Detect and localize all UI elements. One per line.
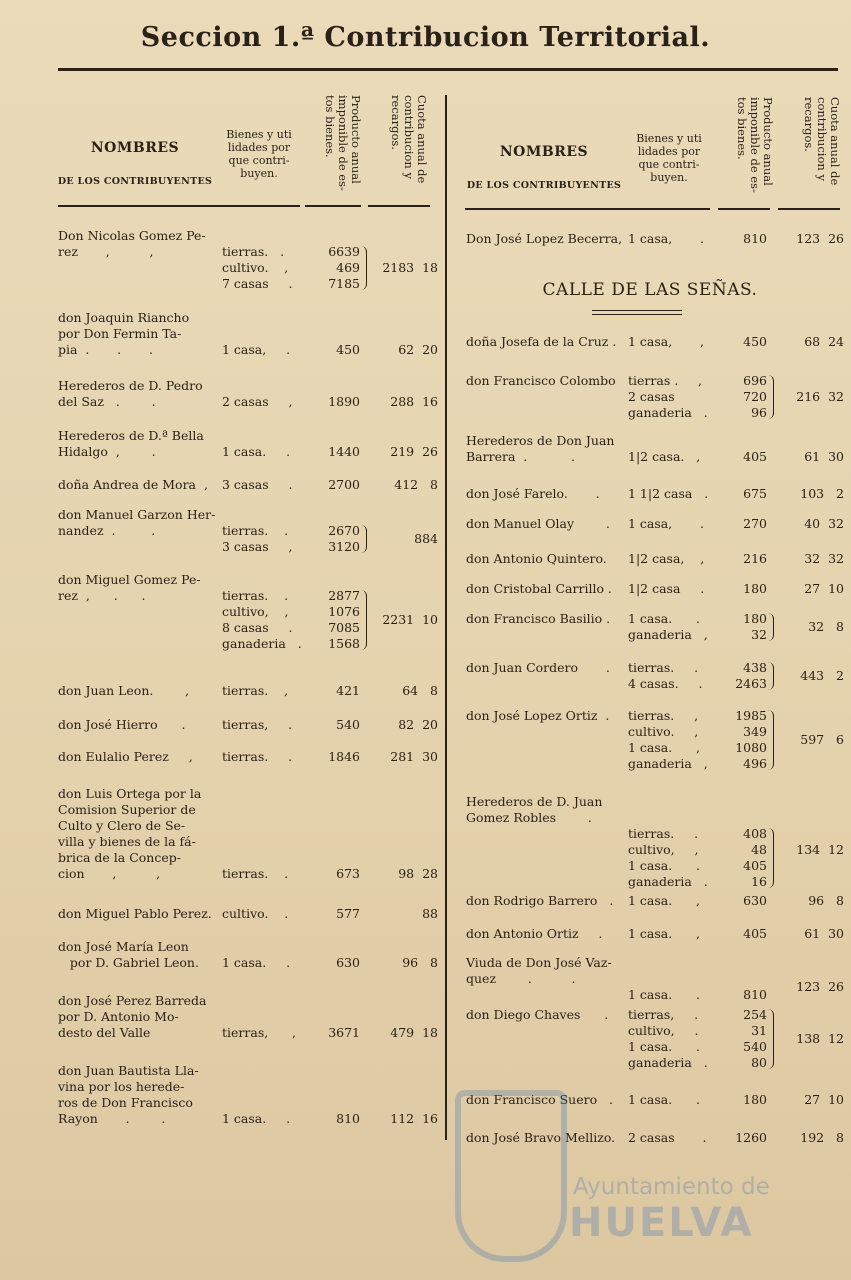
watermark [455, 1090, 785, 1270]
cuota-cell: 443 2 [800, 668, 844, 683]
cuota-cell: 96 8 [402, 955, 438, 970]
watermark-line2: HUELVA [569, 1200, 754, 1246]
contributor-name: Herederos de Don Juan Barrera . . [466, 433, 615, 464]
bienes-cell: cultivo. . [222, 906, 289, 921]
cuota-cell: 138 12 [796, 1031, 844, 1046]
cuota-cell: 61 30 [804, 449, 844, 464]
cuota-cell: 88 [422, 906, 438, 921]
producto-cell: 270 [743, 516, 767, 531]
cuota-cell: 288 16 [390, 394, 438, 409]
bienes-cell: 1 casa. . [222, 955, 291, 970]
producto-cell: 421 [336, 683, 360, 698]
contributor-name: Herederos de D. Juan Gomez Robles . [466, 794, 603, 825]
cuota-cell: 192 8 [800, 1130, 844, 1145]
producto-cell: 180 [743, 1092, 767, 1107]
producto-cell: 405 [743, 926, 767, 941]
bienes-cell: tierras. . [222, 749, 293, 764]
producto-cell: 673 [336, 866, 360, 881]
producto-cell: 1890 [328, 394, 360, 409]
bienes-cell: tierras. . 3 casas , [222, 523, 293, 554]
header-bienes-left: Bienes y uti lidades por que contri- buyen. [226, 128, 292, 180]
producto-cell: 810 [743, 231, 767, 246]
contributor-name: Herederos de D.ª Bella Hidalgo , . [58, 428, 204, 459]
bienes-cell: 1 casa, . [628, 516, 705, 531]
bienes-cell: tierras. . cultivo, , 8 casas . ganaderia . [222, 588, 302, 651]
cuota-cell: 281 30 [390, 749, 438, 764]
bienes-cell: 2 casas , [222, 394, 293, 409]
brace-mark [361, 590, 367, 650]
producto-cell: 577 [336, 906, 360, 921]
cuota-cell: 27 10 [804, 1092, 844, 1107]
producto-cell: 2877 1076 7085 1568 [328, 588, 360, 651]
brace-mark [361, 525, 367, 553]
cuota-cell: 82 20 [398, 717, 438, 732]
bienes-cell: 1 casa. . ganaderia , [628, 611, 708, 642]
bienes-cell: 1 casa, . [628, 231, 705, 246]
contributor-name: don Luis Ortega por la Comision Superior de Culto y Clero de Se- villa y bienes de la fá- brica de la Concep- cion , , [58, 786, 202, 881]
header-names-bottom: DE LOS CONTRIBUYENTES [466, 180, 622, 191]
contributor-name: don José Hierro . [58, 717, 186, 732]
header-rule-right-2 [718, 208, 770, 210]
producto-cell: 540 [336, 717, 360, 732]
producto-cell: 675 [743, 486, 767, 501]
contributor-name: Herederos de D. Pedro del Saz . . [58, 378, 203, 409]
producto-cell: 1846 [328, 749, 360, 764]
brace-mark [361, 246, 367, 290]
bienes-cell: 1 casa, , [628, 334, 705, 349]
cuota-cell: 98 28 [398, 866, 438, 881]
producto-cell: 1260 [735, 1130, 767, 1145]
contributor-name: don Antonio Ortiz . [466, 926, 603, 941]
producto-cell: 438 2463 [735, 660, 767, 691]
cuota-cell: 32 32 [804, 551, 844, 566]
bienes-cell: 1 1|2 casa . [628, 486, 709, 501]
bienes-cell: tierras. . [222, 866, 289, 881]
cuota-cell: 134 12 [796, 842, 844, 857]
header-names-top: NOMBRES [90, 140, 180, 156]
bienes-cell: 1 casa. . [628, 1092, 701, 1107]
cuota-cell: 32 8 [808, 619, 844, 634]
producto-cell: 254 31 540 80 [743, 1007, 767, 1070]
contributor-name: don José Perez Barreda por D. Antonio Mo- desto del Valle [58, 993, 207, 1040]
street-heading: CALLE DE LAS SEÑAS. [542, 280, 758, 300]
producto-cell: 6639 469 7185 [328, 244, 360, 291]
contributor-name: don Francisco Suero . [466, 1092, 614, 1107]
producto-cell: 810 [743, 987, 767, 1002]
producto-cell: 1440 [328, 444, 360, 459]
cuota-cell: 2231 10 [382, 612, 438, 627]
contributor-name: don Miguel Pablo Perez. [58, 906, 212, 921]
cuota-cell: 62 20 [398, 342, 438, 357]
cuota-cell: 112 16 [390, 1111, 438, 1126]
bienes-cell: 2 casas . [628, 1130, 707, 1145]
producto-cell: 180 32 [743, 611, 767, 642]
bienes-cell: 1 casa. , [628, 926, 701, 941]
cuota-cell: 884 [414, 531, 438, 546]
contributor-name: doña Andrea de Mora , [58, 477, 208, 492]
cuota-cell: 27 10 [804, 581, 844, 596]
header-names-right [463, 146, 625, 192]
contributor-name: don Cristobal Carrillo . [466, 581, 612, 596]
bienes-cell: 3 casas . [222, 477, 293, 492]
cuota-cell: 96 8 [808, 893, 844, 908]
producto-cell: 630 [743, 893, 767, 908]
header-names-left [55, 142, 215, 188]
cuota-cell: 103 2 [800, 486, 844, 501]
contributor-name: doña Josefa de la Cruz . [466, 334, 617, 349]
producto-cell: 450 [336, 342, 360, 357]
contributor-name: don Antonio Quintero. [466, 551, 607, 566]
producto-cell: 810 [336, 1111, 360, 1126]
bienes-cell: tierras. . 4 casas. . [628, 660, 703, 691]
cuota-cell: 219 26 [390, 444, 438, 459]
contributor-name: Don Nicolas Gomez Pe- rez , , [58, 228, 206, 259]
header-cuota-left: Cuota anual de contribucion y recargos. [389, 95, 429, 184]
producto-cell: 216 [743, 551, 767, 566]
bienes-cell: tierras. . cultivo, , 1 casa. . ganaderia . [628, 826, 708, 889]
header-rule-right [465, 208, 710, 210]
contributor-name: don Joaquin Riancho por Don Fermin Ta- pia . . . [58, 310, 190, 357]
bienes-cell: 1|2 casa . [628, 581, 705, 596]
bienes-cell: tierras, . cultivo, . 1 casa. . ganaderia . [628, 1007, 708, 1070]
contributor-name: don José Bravo Mellizo. [466, 1130, 616, 1145]
cuota-cell: 123 26 [796, 231, 844, 246]
header-names-top: NOMBRES [499, 144, 589, 160]
producto-cell: 180 [743, 581, 767, 596]
header-rule-left-2 [305, 205, 361, 207]
header-names-bottom: DE LOS CONTRIBUYENTES [57, 176, 213, 187]
contributor-name: don José Farelo. . [466, 486, 600, 501]
bienes-cell: 1 casa. . [222, 1111, 291, 1126]
cuota-cell: 64 8 [402, 683, 438, 698]
crest-icon [455, 1090, 567, 1262]
bienes-cell: 1 casa. . [628, 987, 701, 1002]
contributor-name: don Manuel Garzon Her- nandez . . [58, 507, 216, 538]
contributor-name: don Juan Bautista Lla- vina por los herede- ros de Don Francisco Rayon . . [58, 1063, 199, 1126]
contributor-name: don Rodrigo Barrero . [466, 893, 614, 908]
cuota-cell: 123 26 [796, 979, 844, 994]
contributor-name: don Francisco Colombo [466, 373, 616, 388]
bienes-cell: 1 casa. . [222, 444, 291, 459]
bienes-cell: tierras. , cultivo. , 1 casa. , ganaderia , [628, 708, 708, 771]
contributor-name: don Francisco Basilio . [466, 611, 611, 626]
bienes-cell: tierras, , [222, 1025, 297, 1040]
header-bienes-right: Bienes y uti lidades por que contri- buyen. [636, 132, 702, 184]
bienes-cell: 1|2 casa. , [628, 449, 701, 464]
bienes-cell: 1 casa, . [222, 342, 291, 357]
contributor-name: Don José Lopez Becerra, [466, 231, 623, 246]
cuota-cell: 216 32 [796, 389, 844, 404]
contributor-name: don Eulalio Perez , [58, 749, 193, 764]
cuota-cell: 61 30 [804, 926, 844, 941]
contributor-name: don Diego Chaves . [466, 1007, 609, 1022]
contributor-name: don Juan Cordero . [466, 660, 610, 675]
producto-cell: 405 [743, 449, 767, 464]
contributor-name: don Manuel Olay . [466, 516, 610, 531]
header-rule-left-3 [368, 205, 430, 207]
cuota-cell: 40 32 [804, 516, 844, 531]
producto-cell: 3671 [328, 1025, 360, 1040]
contributor-name: don Miguel Gomez Pe- rez , . . [58, 572, 201, 603]
title-rule [58, 68, 838, 71]
contributor-name: don José María Leon por D. Gabriel Leon. [58, 939, 199, 970]
cuota-cell: 597 6 [800, 732, 844, 747]
bienes-cell: 1 casa. , [628, 893, 701, 908]
contributor-name: Viuda de Don José Vaz- quez . . [466, 955, 612, 986]
cuota-cell: 412 8 [394, 477, 438, 492]
header-rule-right-3 [778, 208, 840, 210]
bienes-cell: tierras . , 2 casas ganaderia . [628, 373, 708, 420]
producto-cell: 2670 3120 [328, 523, 360, 554]
column-divider [445, 95, 447, 1140]
bienes-cell: tierras, . [222, 717, 293, 732]
ornament-divider [592, 310, 682, 315]
header-rule-left [58, 205, 300, 207]
cuota-cell: 2183 18 [382, 260, 438, 275]
bienes-cell: tierras. . cultivo. , 7 casas . [222, 244, 293, 291]
bienes-cell: 1|2 casa, , [628, 551, 705, 566]
watermark-line1: Ayuntamiento de [573, 1174, 770, 1200]
page-title: Seccion 1.ª Contribucion Territorial. [140, 22, 711, 53]
header-producto-right: Producto anual imponible de es- tos bienes. [735, 97, 775, 193]
producto-cell: 450 [743, 334, 767, 349]
cuota-cell: 479 18 [390, 1025, 438, 1040]
producto-cell: 1985 349 1080 496 [735, 708, 767, 771]
bienes-cell: tierras. , [222, 683, 289, 698]
header-producto-left: Producto anual imponible de es- tos bienes. [323, 95, 363, 191]
contributor-name: don José Lopez Ortiz . [466, 708, 610, 723]
producto-cell: 696 720 96 [743, 373, 767, 420]
producto-cell: 630 [336, 955, 360, 970]
header-cuota-right: Cuota anual de contribucion y recargos. [802, 97, 842, 186]
cuota-cell: 68 24 [804, 334, 844, 349]
contributor-name: don Juan Leon. , [58, 683, 190, 698]
producto-cell: 2700 [328, 477, 360, 492]
brace-mark [768, 828, 774, 888]
producto-cell: 408 48 405 16 [743, 826, 767, 889]
